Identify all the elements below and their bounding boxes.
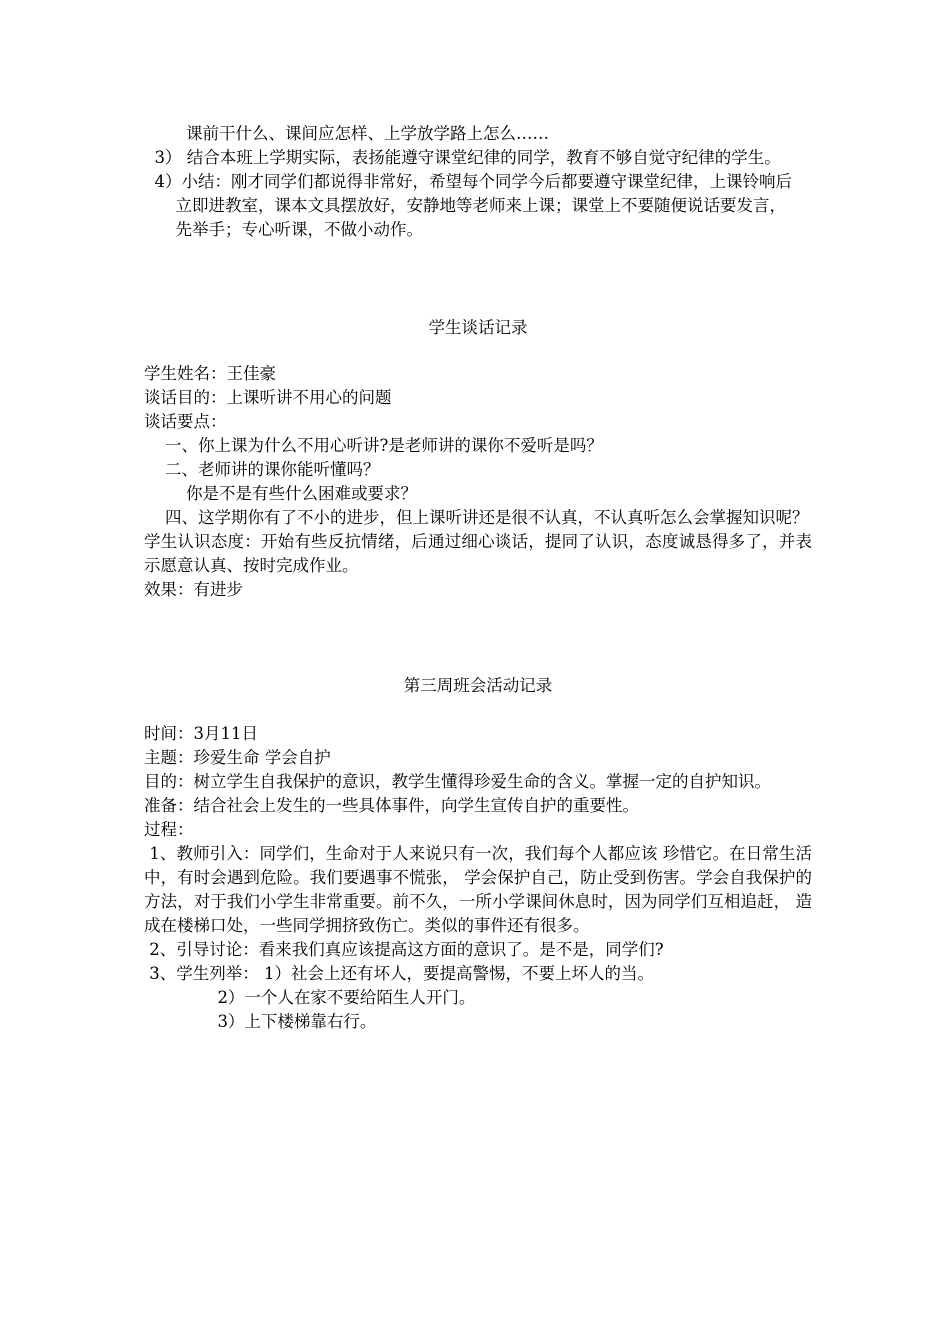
paragraph: 4）小结：刚才同学们都说得非常好，希望每个同学今后都要遵守课堂纪律，上课铃响后 [144,172,792,191]
process-step: 2）一个人在家不要给陌生人开门。 [144,988,476,1007]
process-step: 1、教师引入：同学们，生命对于人来说只有一次，我们每个人都应该 珍惜它。在日常生活中，有时会遇到危险。我们要遇事不慌张， 学会保护自己，防止受到伤害。学会自我保护的方法，对于我们小学生非常重要。前不久，一所小学课间休息时，因为同学们互相追赶， 造成在楼梯口处，一些同学拥挤致伤亡。类似的事件还有很多。 [144,844,813,935]
list-item: 二、老师讲的课你能听懂吗？ [144,460,380,479]
field-talk-points: 谈话要点： [144,412,227,431]
paragraph: 立即进教室，课本文具摆放好，安静地等老师来上课；课堂上不要随便说话要发言， [144,196,786,215]
document-page [144,122,812,1034]
paragraph: 3） 结合本班上学期实际，表扬能遵守课堂纪律的同学，教育不够自觉守纪律的学生。 [144,148,781,167]
field-talk-purpose: 谈话目的：上课听讲不用心的问题 [144,388,392,407]
field-time: 时间：3月11日 [144,724,258,743]
field-preparation: 准备：结合社会上发生的一些具体事件，向学生宣传自护的重要性。 [144,796,639,815]
paragraph: 先举手；专心听课，不做小动作。 [144,220,423,239]
section-class-meeting-record [144,674,812,1034]
section-discipline-summary [144,122,812,242]
paragraph: 课前干什么、课间应怎样、上学放学路上怎么…… [144,124,549,143]
field-process: 过程： [144,820,194,839]
list-item: 四、这学期你有了不小的进步，但上课听讲还是很不认真，不认真听怎么会掌握知识呢？ [144,508,809,527]
field-attitude: 学生认识态度：开始有些反抗情绪，后通过细心谈话，提同了认识，态度诚恳得多了，并表示愿意认真、按时完成作业。 [144,532,812,575]
field-theme: 主题：珍爱生命 学会自护 [144,748,331,767]
field-result: 效果：有进步 [144,580,243,599]
field-student-name: 学生姓名：王佳豪 [144,364,276,383]
process-step: 3、学生列举： 1）社会上还有坏人，要提高警惕，不要上坏人的当。 [144,964,654,983]
process-step: 3）上下楼梯靠右行。 [144,1012,377,1031]
process-step: 2、引导讨论：看来我们真应该提高这方面的意识了。是不是，同学们? [144,940,664,959]
list-item: 一、你上课为什么不用心听讲?是老师讲的课你不爱听是吗？ [144,436,603,455]
section-title: 学生谈话记录 [428,318,528,337]
section-title: 第三周班会活动记录 [403,676,553,695]
list-item: 你是不是有些什么困难或要求？ [144,484,417,503]
field-goal: 目的：树立学生自我保护的意识，教学生懂得珍爱生命的含义。掌握一定的自护知识。 [144,772,771,791]
section-student-talk-record [144,316,812,602]
